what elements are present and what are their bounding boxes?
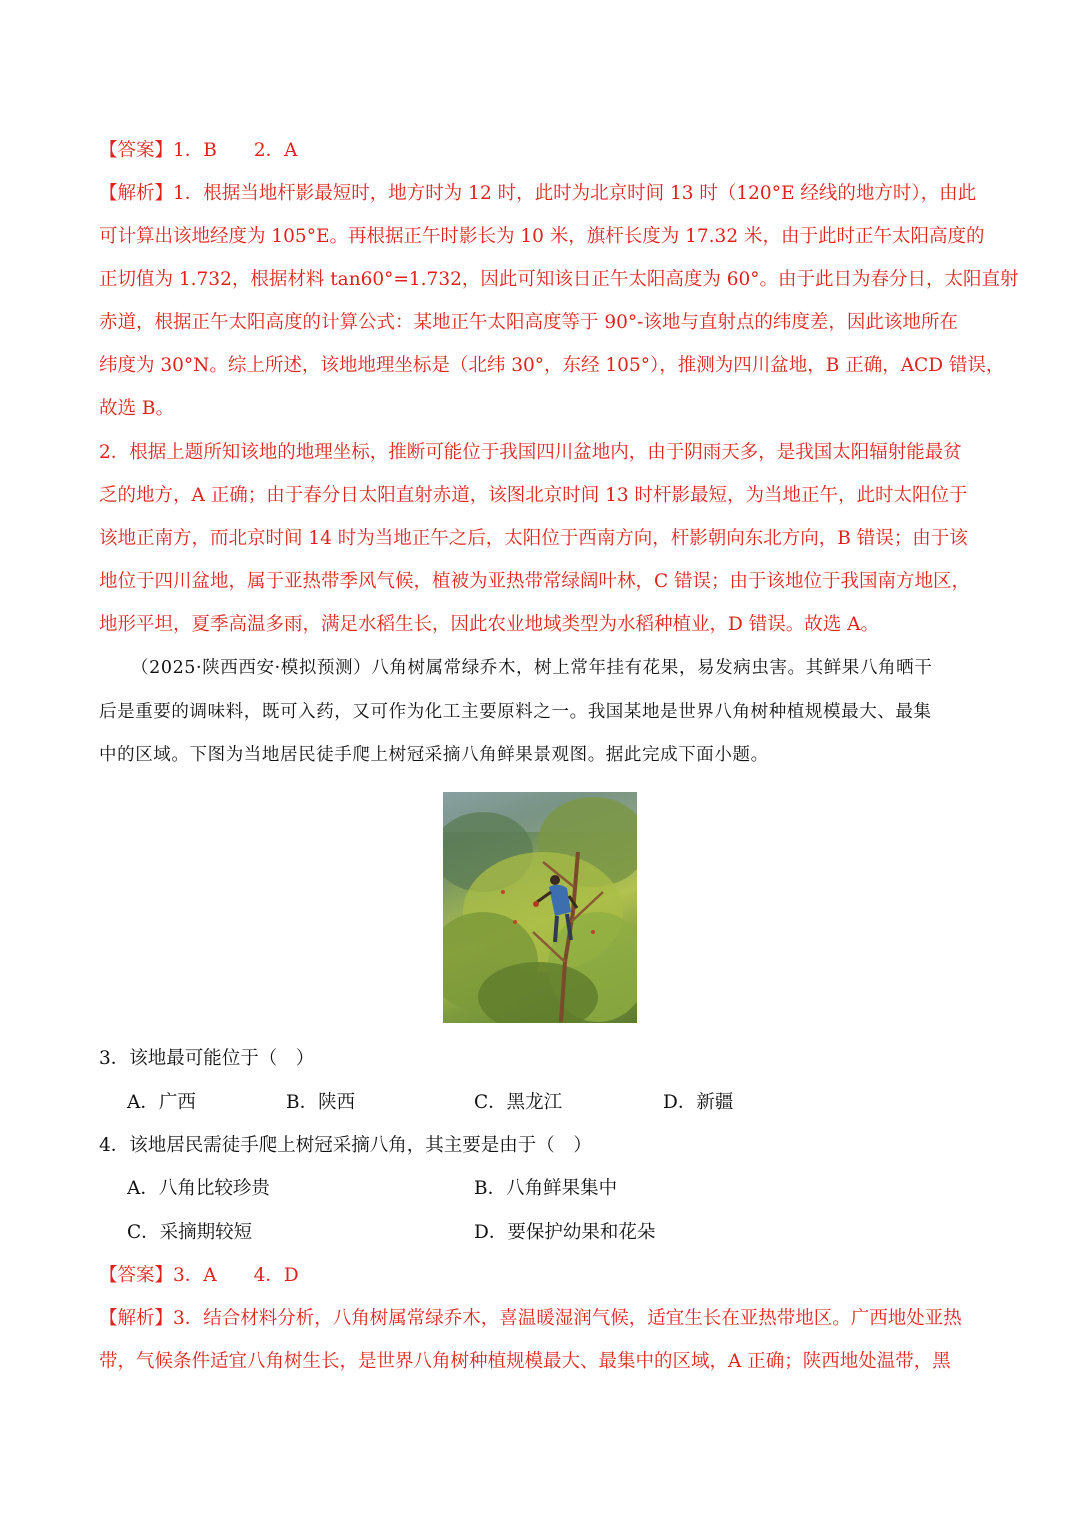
analysis-line: 带，气候条件适宜八角树生长，是世界八角树种植规模最大、最集中的区域，A 正确；陕西地处温带，黑 bbox=[99, 1351, 951, 1372]
analysis-line: 地位于四川盆地，属于亚热带季风气候，植被为亚热带常绿阔叶林，C 错误；由于该地位于我国南方地区， bbox=[99, 571, 971, 592]
q4-option-b[interactable]: B．八角鲜果集中 bbox=[474, 1178, 618, 1199]
q3-option-d[interactable]: D．新疆 bbox=[663, 1092, 734, 1113]
analysis-line: 可计算出该地经度为 105°E。再根据正午时影长为 10 米，旗杆长度为 17.32 米，由于此时正午太阳高度的 bbox=[99, 226, 985, 247]
material-line: （2025·陕西西安·模拟预测）八角树属常绿乔木，树上常年挂有花果，易发病虫害。其鲜果八角晒干 bbox=[131, 658, 933, 678]
answer-tag: 【答案】 bbox=[99, 1265, 174, 1286]
analysis-line: 故选 B。 bbox=[99, 398, 174, 419]
answer-line-1 bbox=[99, 139, 298, 163]
analysis-tag: 【解析】 bbox=[99, 1308, 174, 1329]
analysis-line: 正切值为 1.732，根据材料 tan60°=1.732，因此可知该日正午太阳高度为 60°。由于此日为春分日，太阳直射 bbox=[99, 269, 1019, 290]
question-3-stem: 3．该地最可能位于（ ） bbox=[99, 1048, 315, 1069]
star-anise-tree-photo bbox=[443, 792, 637, 1023]
answer-tag: 【答案】 bbox=[99, 140, 174, 161]
analysis-text: 3．结合材料分析，八角树属常绿乔木，喜温暖湿润气候，适宜生长在亚热带地区。广西地处亚热 bbox=[173, 1308, 962, 1329]
answer-text: 1．B 2．A bbox=[173, 140, 298, 161]
analysis-line: 地形平坦，夏季高温多雨，满足水稻生长，因此农业地域类型为水稻种植业，D 错误。故选 A。 bbox=[99, 614, 879, 635]
material-line: 中的区域。下图为当地居民徒手爬上树冠采摘八角鲜果景观图。据此完成下面小题。 bbox=[99, 745, 769, 765]
analysis-line: 该地正南方，而北京时间 14 时为当地正午之后，太阳位于西南方向，杆影朝向东北方向，B 错误；由于该 bbox=[99, 528, 968, 549]
analysis-text: 1．根据当地杆影最短时，地方时为 12 时，此时为北京时间 13 时（120°E 经线的地方时），由此 bbox=[173, 183, 977, 204]
answer-line-2 bbox=[99, 1264, 299, 1288]
analysis-line bbox=[99, 1307, 962, 1331]
analysis-line: 赤道，根据正午太阳高度的计算公式：某地正午太阳高度等于 90°-该地与直射点的纬度差，因此该地所在 bbox=[99, 312, 958, 333]
material-line: 后是重要的调味料，既可入药，又可作为化工主要原料之一。我国某地是世界八角树种植规模最大、最集 bbox=[99, 702, 932, 722]
q3-option-c[interactable]: C．黑龙江 bbox=[474, 1092, 563, 1113]
question-4-stem: 4．该地居民需徒手爬上树冠采摘八角，其主要是由于（ ） bbox=[99, 1135, 592, 1156]
analysis-tag: 【解析】 bbox=[99, 183, 174, 204]
q3-option-b[interactable]: B．陕西 bbox=[286, 1092, 356, 1113]
photo-illustration bbox=[443, 792, 637, 1023]
answer-text: 3．A 4．D bbox=[173, 1265, 299, 1286]
q4-option-c[interactable]: C．采摘期较短 bbox=[127, 1222, 253, 1243]
q3-option-a[interactable]: A．广西 bbox=[127, 1092, 196, 1113]
q4-option-a[interactable]: A．八角比较珍贵 bbox=[127, 1178, 270, 1199]
q4-option-d[interactable]: D．要保护幼果和花朵 bbox=[474, 1222, 656, 1243]
analysis-line: 乏的地方，A 正确；由于春分日太阳直射赤道，该图北京时间 13 时杆影最短，为当地正午，此时太阳位于 bbox=[99, 485, 968, 506]
analysis-line: 2．根据上题所知该地的地理坐标，推断可能位于我国四川盆地内，由于阴雨天多，是我国太阳辐射能最贫 bbox=[99, 442, 962, 463]
analysis-line bbox=[99, 182, 976, 206]
analysis-line: 纬度为 30°N。综上所述，该地地理坐标是（北纬 30°，东经 105°），推测为四川盆地，B 正确，ACD 错误， bbox=[99, 355, 1005, 376]
